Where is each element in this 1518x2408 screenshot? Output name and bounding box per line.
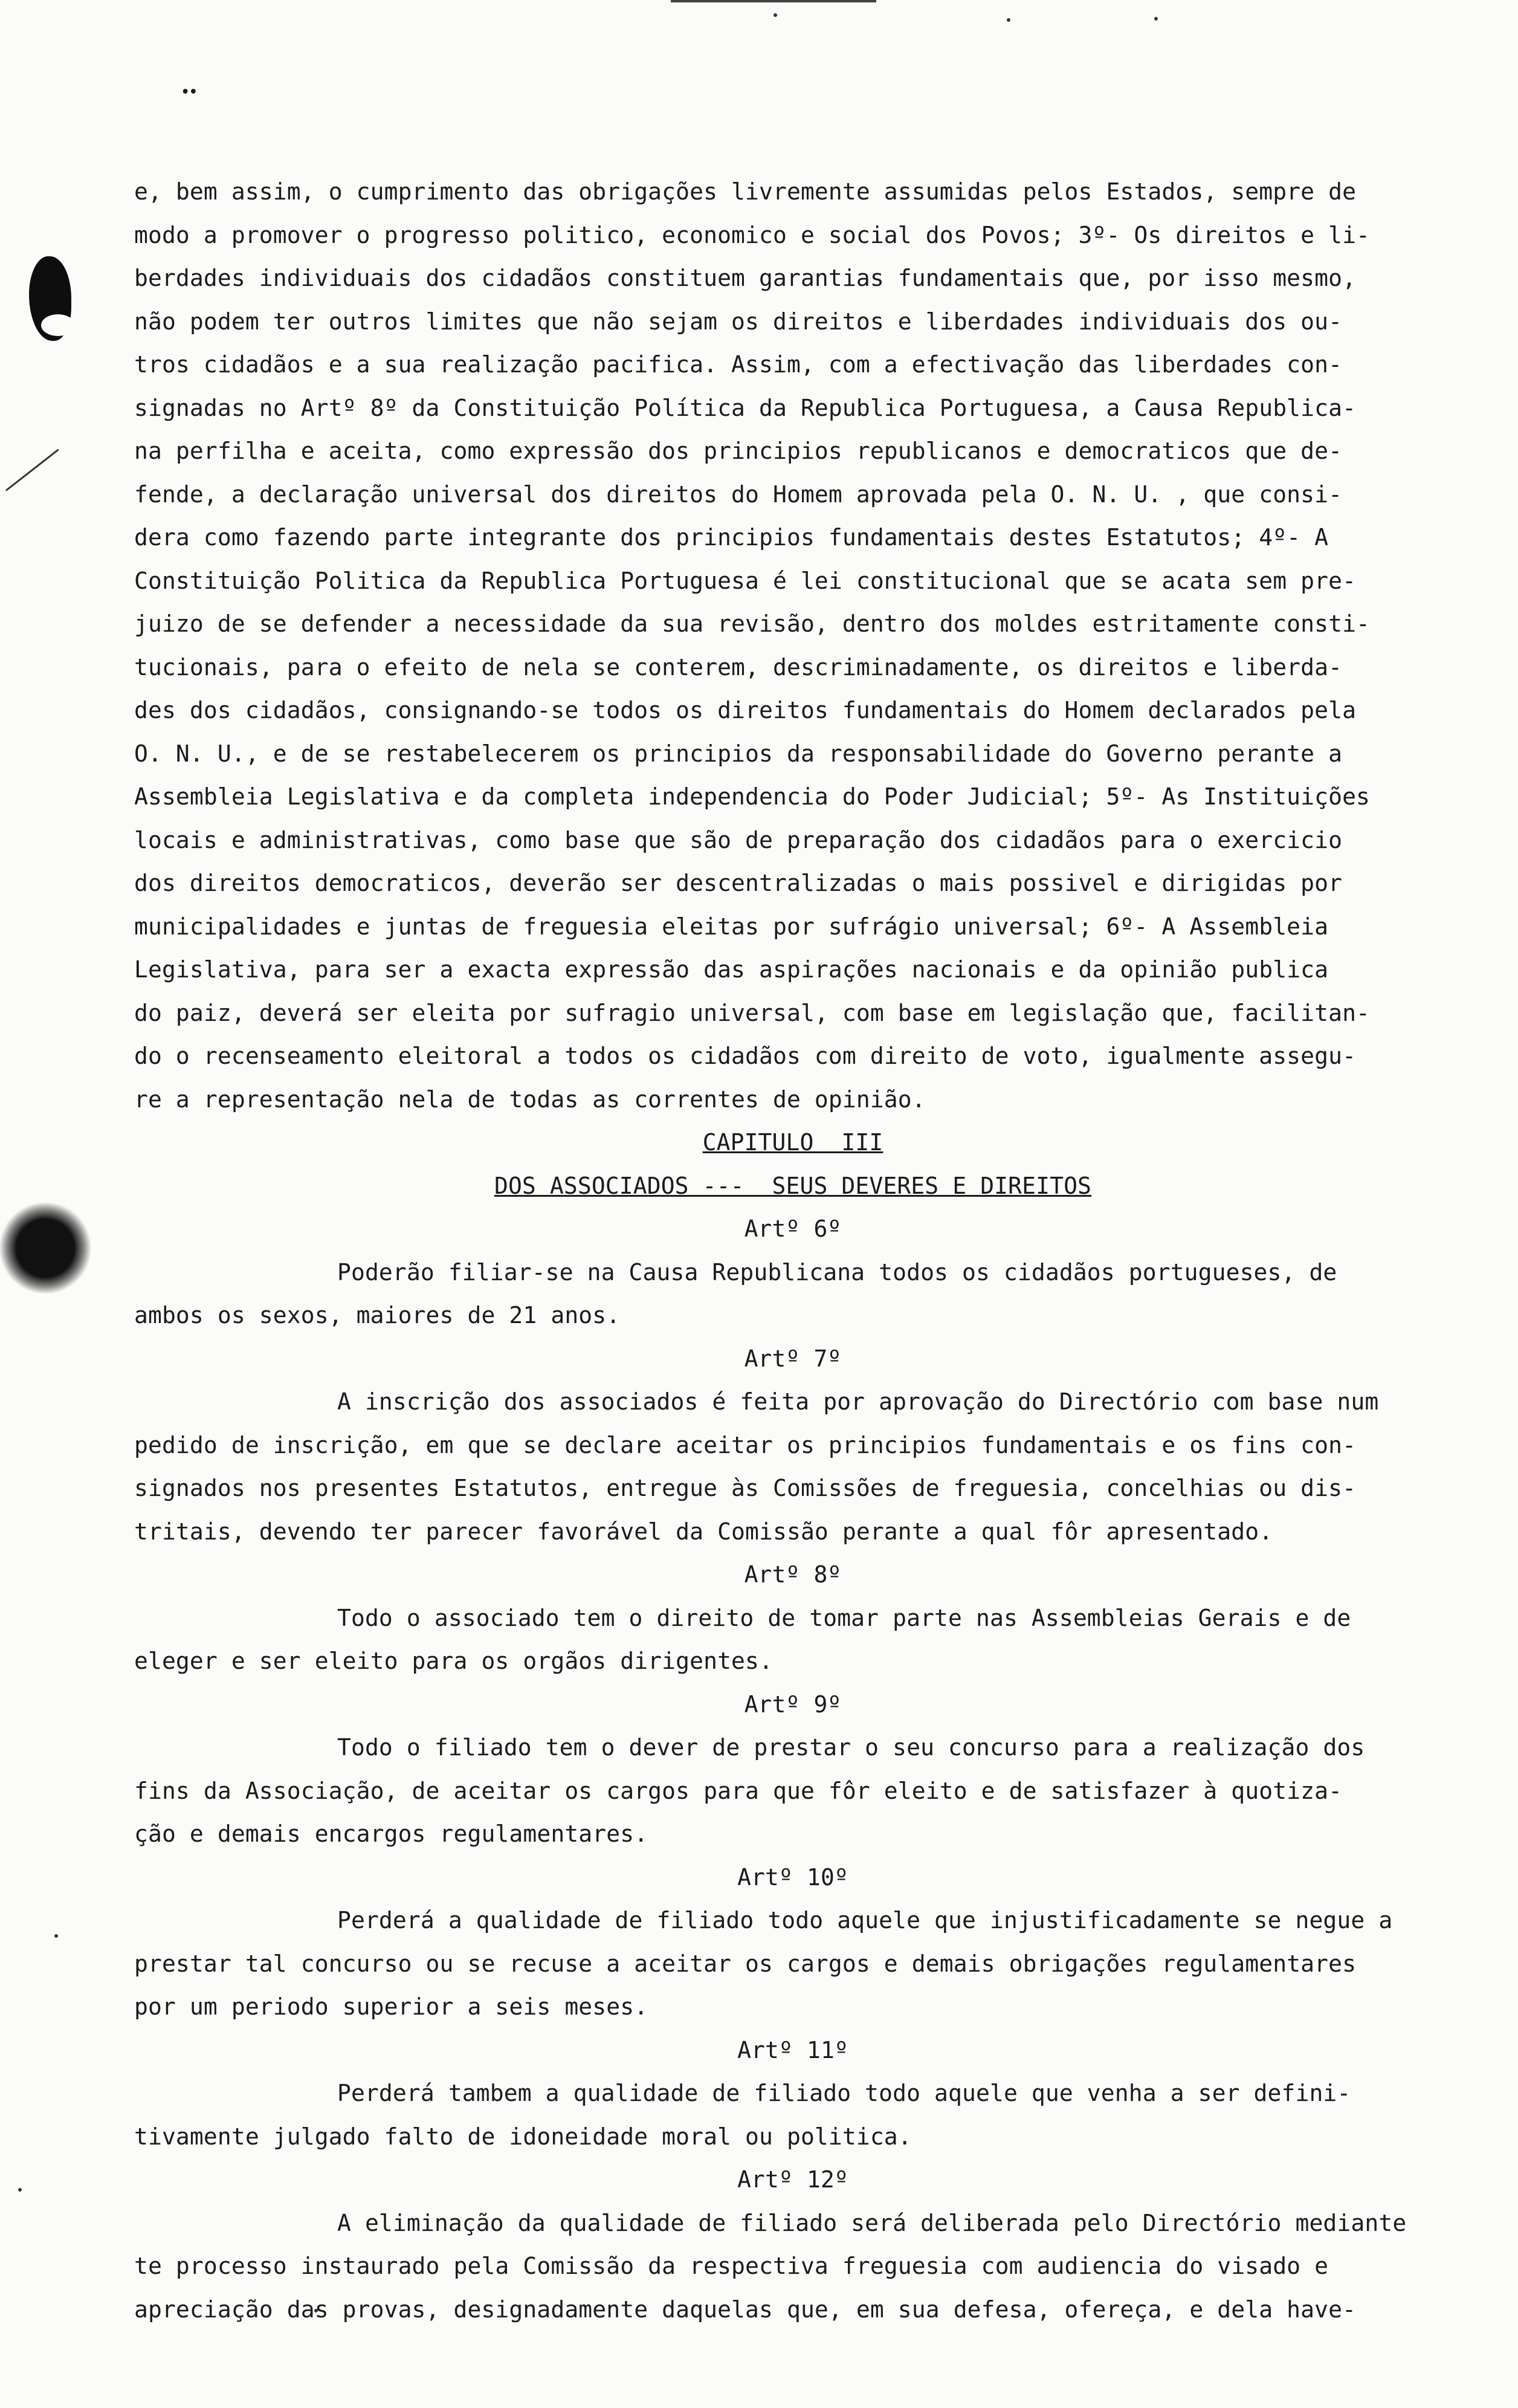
text-line: te processo instaurado pela Comissão da respectiva freguesia com audiencia do visado e — [134, 2253, 1329, 2279]
text-line: do paiz, deverá ser eleita por sufragio universal, com base em legislação que, facilitan- — [134, 999, 1371, 1026]
text-line: dera como fazendo parte integrante dos principios fundamentais destes Estatutos; 4º- A — [134, 524, 1329, 551]
text-line: Poderão filiar-se na Causa Republicana todos os cidadãos portugueses, de — [337, 1258, 1337, 1286]
margin-stroke — [5, 449, 59, 491]
document-body — [134, 170, 1452, 2331]
scan-speck — [18, 2188, 22, 2192]
text-line: Perderá a qualidade de filiado todo aquele que injustificadamente se negue a — [337, 1907, 1393, 1934]
article-number: Artº 6º — [744, 1215, 842, 1242]
article-12 — [134, 2158, 1452, 2331]
text-line: O. N. U., e de se restabelecerem os principios da responsabilidade do Governo perante a — [134, 740, 1343, 767]
text-line: municipalidades e juntas de freguesia eleitas por sufrágio universal; 6º- A Assembleia — [134, 913, 1329, 940]
scan-speck — [1154, 17, 1158, 21]
text-line: tritais, devendo ter parecer favorável da Comissão perante a qual fôr apresentado. — [134, 1518, 1273, 1545]
text-line: eleger e ser eleito para os orgãos dirigentes. — [134, 1648, 773, 1674]
text-line: Todo o filiado tem o dever de prestar o seu concurso para a realização dos — [337, 1734, 1365, 1761]
text-line: A eliminação da qualidade de filiado será deliberada pelo Directório mediante — [337, 2209, 1407, 2236]
text-line: ambos os sexos, maiores de 21 anos. — [134, 1302, 621, 1329]
text-line: A inscrição dos associados é feita por aprovação do Directório com base num — [337, 1388, 1379, 1415]
text-line: Assembleia Legislativa e da completa independencia do Poder Judicial; 5º- As Instituições — [134, 783, 1371, 810]
text-line: tros cidadãos e a sua realização pacifica. Assim, com a efectivação das liberdades con- — [134, 351, 1343, 378]
text-line: apreciação das provas, designadamente daquelas que, em sua defesa, ofereça, e dela have- — [134, 2296, 1357, 2323]
ink-blot-hole — [41, 314, 75, 336]
article-7 — [134, 1338, 1452, 1554]
article-10 — [134, 1856, 1452, 2029]
text-line: fins da Associação, de aceitar os cargos para que fôr eleito e de satisfazer à quotiza- — [134, 1777, 1343, 1804]
text-line: do o recenseamento eleitoral a todos os cidadãos com direito de voto, igualmente assegu- — [134, 1043, 1357, 1069]
scan-speck — [54, 1934, 58, 1938]
text-line: signados nos presentes Estatutos, entregue às Comissões de freguesia, concelhias ou dis- — [134, 1475, 1357, 1501]
text-line: berdades individuais dos cidadãos constituem garantias fundamentais que, por isso mesmo, — [134, 265, 1357, 291]
text-line: Perderá tambem a qualidade de filiado todo aquele que venha a ser defini- — [337, 2080, 1351, 2106]
article-number: Artº 9º — [744, 1691, 842, 1718]
text-line: re a representação nela de todas as correntes de opinião. — [134, 1086, 926, 1113]
text-line: prestar tal concurso ou se recuse a aceitar os cargos e demais obrigações regulamentares — [134, 1950, 1357, 1977]
article-number: Artº 7º — [744, 1345, 842, 1372]
chapter-subheading-text: DOS ASSOCIADOS --- SEUS DEVERES E DIREITOS — [494, 1172, 1092, 1199]
top-mark: •• — [181, 85, 198, 100]
text-line: dos direitos democraticos, deverão ser descentralizadas o mais possivel e dirigidas por — [134, 870, 1343, 896]
scan-speck — [1007, 18, 1010, 22]
text-line: Legislativa, para ser a exacta expressão das aspirações nacionais e da opinião publica — [134, 956, 1329, 983]
text-line: ção e demais encargos regulamentares. — [134, 1821, 648, 1847]
text-line: pedido de inscrição, em que se declare aceitar os principios fundamentais e os fins con- — [134, 1431, 1357, 1458]
text-line: Todo o associado tem o direito de tomar parte nas Assembleias Gerais e de — [337, 1604, 1351, 1631]
text-line: tivamente julgado falto de idoneidade moral ou politica. — [134, 2123, 912, 2150]
chapter-heading-text: CAPITULO III — [702, 1129, 883, 1156]
text-line: juizo de se defender a necessidade da sua revisão, dentro dos moldes estritamente consti- — [134, 610, 1371, 637]
text-line: signadas no Artº 8º da Constituição Política da Republica Portuguesa, a Causa Republica- — [134, 394, 1357, 421]
article-8 — [134, 1553, 1452, 1683]
scan-speck — [774, 13, 777, 17]
article-11 — [134, 2029, 1452, 2159]
scan-top-line — [671, 0, 876, 2]
article-9 — [134, 1683, 1452, 1856]
text-line: locais e administrativas, como base que são de preparação dos cidadãos para o exercicio — [134, 826, 1343, 853]
text-line: e, bem assim, o cumprimento das obrigações livremente assumidas pelos Estados, sempre de — [134, 178, 1357, 205]
text-line: des dos cidadãos, consignando-se todos os direitos fundamentais do Homem declarados pela — [134, 697, 1357, 723]
chapter-heading — [134, 1121, 1452, 1165]
text-line: Constituição Politica da Republica Portuguesa é lei constitucional que se acata sem pre- — [134, 567, 1357, 594]
article-number: Artº 10º — [737, 1863, 848, 1891]
article-number: Artº 12º — [737, 2166, 848, 2193]
text-line: por um periodo superior a seis meses. — [134, 1993, 648, 2020]
article-6 — [134, 1208, 1452, 1338]
article-number: Artº 11º — [737, 2036, 848, 2063]
text-line: tucionais, para o efeito de nela se conterem, descriminadamente, os direitos e liberda- — [134, 653, 1343, 681]
text-line: fende, a declaração universal dos direitos do Homem aprovada pela O. N. U. , que consi- — [134, 481, 1343, 508]
text-line: na perfilha e aceita, como expressão dos principios republicanos e democraticos que de- — [134, 438, 1343, 464]
ink-smudge — [0, 1203, 91, 1293]
continued-paragraph — [134, 170, 1452, 1121]
text-line: não podem ter outros limites que não sejam os direitos e liberdades individuais dos ou- — [134, 308, 1343, 335]
chapter-subheading — [134, 1165, 1452, 1208]
text-line: modo a promover o progresso politico, economico e social dos Povos; 3º- Os direitos e li- — [134, 221, 1371, 248]
article-number: Artº 8º — [744, 1561, 842, 1588]
